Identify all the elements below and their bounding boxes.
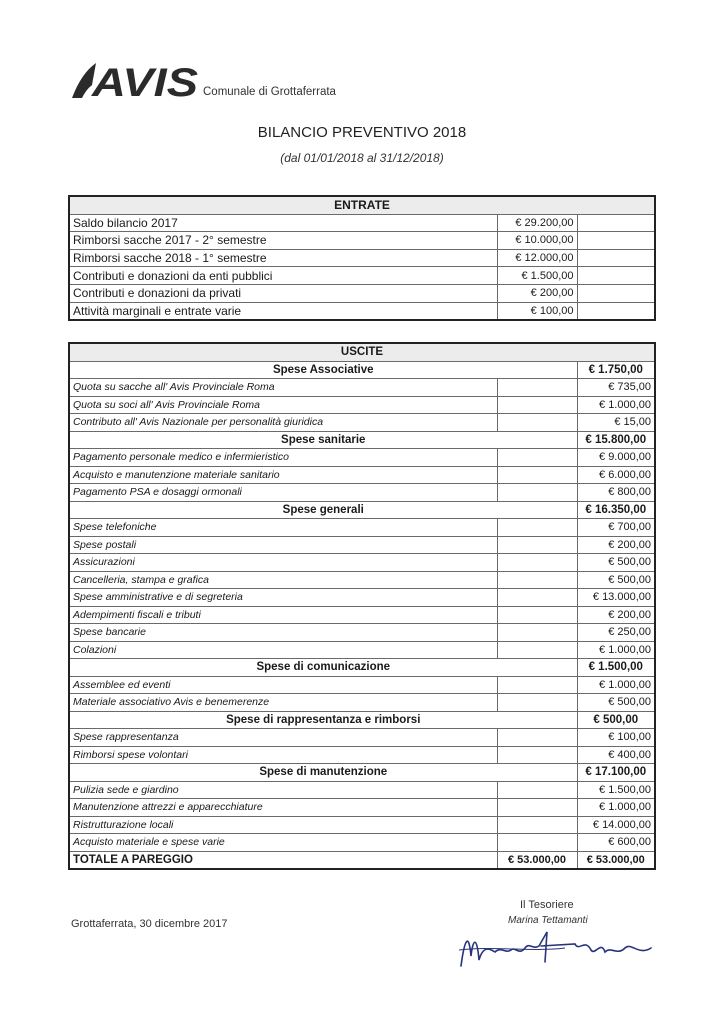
uscite-section-row — [69, 431, 655, 449]
total-label: TOTALE A PAREGGIO — [69, 851, 497, 869]
uscite-empty-cell — [497, 379, 577, 397]
uscite-section-row — [69, 659, 655, 677]
uscite-item-label: Adempimenti fiscali e tributi — [69, 606, 497, 624]
uscite-empty-cell — [497, 694, 577, 712]
uscite-empty-cell — [497, 781, 577, 799]
section-total: € 1.500,00 — [577, 659, 655, 677]
uscite-empty-cell — [497, 414, 577, 432]
uscite-item-label: Spese postali — [69, 536, 497, 554]
uscite-item-row — [69, 466, 655, 484]
entrate-amount: € 10.000,00 — [497, 232, 577, 250]
uscite-item-row — [69, 449, 655, 467]
entrate-label: Rimborsi sacche 2017 - 2° semestre — [69, 232, 497, 250]
uscite-empty-cell — [497, 519, 577, 537]
entrate-row — [69, 232, 655, 250]
uscite-empty-cell — [497, 466, 577, 484]
uscite-item-amount: € 500,00 — [577, 571, 655, 589]
uscite-empty-cell — [497, 676, 577, 694]
uscite-header-row — [69, 343, 655, 361]
uscite-empty-cell — [497, 449, 577, 467]
uscite-item-row — [69, 746, 655, 764]
uscite-empty-cell — [497, 729, 577, 747]
uscite-empty-cell — [497, 816, 577, 834]
org-name: Comunale di Grottaferrata — [203, 86, 336, 98]
uscite-empty-cell — [497, 606, 577, 624]
entrate-label: Contributi e donazioni da enti pubblici — [69, 267, 497, 285]
uscite-item-label: Manutenzione attrezzi e apparecchiature — [69, 799, 497, 817]
uscite-item-amount: € 800,00 — [577, 484, 655, 502]
entrate-empty-cell — [577, 214, 655, 232]
entrate-row — [69, 302, 655, 320]
uscite-item-amount: € 200,00 — [577, 606, 655, 624]
uscite-item-row — [69, 676, 655, 694]
section-title: Spese di comunicazione — [69, 659, 577, 677]
uscite-item-amount: € 1.500,00 — [577, 781, 655, 799]
uscite-item-row — [69, 834, 655, 852]
uscite-item-label: Acquisto e manutenzione materiale sanitario — [69, 466, 497, 484]
uscite-item-amount: € 200,00 — [577, 536, 655, 554]
uscite-item-amount: € 600,00 — [577, 834, 655, 852]
uscite-empty-cell — [497, 396, 577, 414]
uscite-empty-cell — [497, 746, 577, 764]
uscite-item-label: Pagamento personale medico e infermieristico — [69, 449, 497, 467]
entrate-empty-cell — [577, 249, 655, 267]
uscite-item-row — [69, 729, 655, 747]
place-date: Grottaferrata, 30 dicembre 2017 — [71, 918, 228, 930]
uscite-item-label: Pagamento PSA e dosaggi ormonali — [69, 484, 497, 502]
uscite-item-label: Assicurazioni — [69, 554, 497, 572]
entrate-amount: € 29.200,00 — [497, 214, 577, 232]
section-title: Spese Associative — [69, 361, 577, 379]
section-title: Spese sanitarie — [69, 431, 577, 449]
uscite-item-row — [69, 571, 655, 589]
section-total: € 17.100,00 — [577, 764, 655, 782]
uscite-item-label: Rimborsi spese volontari — [69, 746, 497, 764]
entrate-label: Rimborsi sacche 2018 - 1° semestre — [69, 249, 497, 267]
section-title: Spese di manutenzione — [69, 764, 577, 782]
entrate-row — [69, 284, 655, 302]
entrate-heading: ENTRATE — [69, 196, 655, 214]
entrate-empty-cell — [577, 284, 655, 302]
handwritten-signature — [455, 926, 655, 972]
uscite-item-row — [69, 694, 655, 712]
uscite-section-row — [69, 764, 655, 782]
uscite-item-label: Contributo all' Avis Nazionale per personalità giuridica — [69, 414, 497, 432]
entrate-row — [69, 267, 655, 285]
uscite-table — [68, 342, 656, 870]
uscite-item-amount: € 735,00 — [577, 379, 655, 397]
uscite-empty-cell — [497, 554, 577, 572]
total-row — [69, 851, 655, 869]
uscite-item-amount: € 100,00 — [577, 729, 655, 747]
section-total: € 16.350,00 — [577, 501, 655, 519]
entrate-row — [69, 214, 655, 232]
signatory-role: Il Tesoriere — [520, 899, 574, 911]
entrate-empty-cell — [577, 232, 655, 250]
section-title: Spese generali — [69, 501, 577, 519]
uscite-item-amount: € 400,00 — [577, 746, 655, 764]
uscite-item-label: Spese rappresentanza — [69, 729, 497, 747]
uscite-empty-cell — [497, 484, 577, 502]
total-entrate: € 53.000,00 — [497, 851, 577, 869]
uscite-item-row — [69, 379, 655, 397]
uscite-item-row — [69, 396, 655, 414]
uscite-item-amount: € 1.000,00 — [577, 641, 655, 659]
entrate-empty-cell — [577, 302, 655, 320]
uscite-item-label: Quota su soci all' Avis Provinciale Roma — [69, 396, 497, 414]
uscite-item-row — [69, 536, 655, 554]
uscite-item-label: Pulizia sede e giardino — [69, 781, 497, 799]
uscite-item-row — [69, 554, 655, 572]
uscite-item-row — [69, 624, 655, 642]
uscite-item-amount: € 500,00 — [577, 694, 655, 712]
uscite-item-label: Cancelleria, stampa e grafica — [69, 571, 497, 589]
uscite-item-amount: € 700,00 — [577, 519, 655, 537]
uscite-empty-cell — [497, 799, 577, 817]
uscite-empty-cell — [497, 641, 577, 659]
section-total: € 500,00 — [577, 711, 655, 729]
uscite-empty-cell — [497, 589, 577, 607]
uscite-item-amount: € 9.000,00 — [577, 449, 655, 467]
entrate-label: Contributi e donazioni da privati — [69, 284, 497, 302]
uscite-item-amount: € 250,00 — [577, 624, 655, 642]
entrate-amount: € 1.500,00 — [497, 267, 577, 285]
avis-logo — [70, 60, 200, 100]
uscite-item-amount: € 500,00 — [577, 554, 655, 572]
uscite-item-row — [69, 414, 655, 432]
uscite-section-row — [69, 501, 655, 519]
entrate-amount: € 100,00 — [497, 302, 577, 320]
uscite-empty-cell — [497, 834, 577, 852]
uscite-item-label: Quota su sacche all' Avis Provinciale Roma — [69, 379, 497, 397]
uscite-item-row — [69, 781, 655, 799]
uscite-item-row — [69, 606, 655, 624]
uscite-item-label: Colazioni — [69, 641, 497, 659]
uscite-item-row — [69, 589, 655, 607]
entrate-header-row — [69, 196, 655, 214]
uscite-item-amount: € 14.000,00 — [577, 816, 655, 834]
section-total: € 1.750,00 — [577, 361, 655, 379]
uscite-item-amount: € 6.000,00 — [577, 466, 655, 484]
entrate-amount: € 12.000,00 — [497, 249, 577, 267]
uscite-item-row — [69, 799, 655, 817]
uscite-item-amount: € 1.000,00 — [577, 676, 655, 694]
uscite-item-label: Acquisto materiale e spese varie — [69, 834, 497, 852]
uscite-item-label: Materiale associativo Avis e benemerenze — [69, 694, 497, 712]
uscite-item-amount: € 1.000,00 — [577, 799, 655, 817]
uscite-empty-cell — [497, 536, 577, 554]
entrate-amount: € 200,00 — [497, 284, 577, 302]
uscite-section-row — [69, 711, 655, 729]
entrate-label: Saldo bilancio 2017 — [69, 214, 497, 232]
uscite-item-amount: € 15,00 — [577, 414, 655, 432]
entrate-row — [69, 249, 655, 267]
uscite-item-label: Assemblee ed eventi — [69, 676, 497, 694]
uscite-item-label: Spese telefoniche — [69, 519, 497, 537]
uscite-empty-cell — [497, 571, 577, 589]
uscite-item-row — [69, 816, 655, 834]
uscite-item-label: Ristrutturazione locali — [69, 816, 497, 834]
entrate-empty-cell — [577, 267, 655, 285]
uscite-item-amount: € 1.000,00 — [577, 396, 655, 414]
total-uscite: € 53.000,00 — [577, 851, 655, 869]
uscite-item-row — [69, 641, 655, 659]
entrate-table — [68, 195, 656, 321]
document-title: BILANCIO PREVENTIVO 2018 — [257, 124, 467, 141]
section-title: Spese di rappresentanza e rimborsi — [69, 711, 577, 729]
uscite-item-row — [69, 484, 655, 502]
signatory-name: Marina Tettamanti — [508, 915, 588, 926]
entrate-label: Attività marginali e entrate varie — [69, 302, 497, 320]
uscite-empty-cell — [497, 624, 577, 642]
uscite-item-label: Spese amministrative e di segreteria — [69, 589, 497, 607]
document-period: (dal 01/01/2018 al 31/12/2018) — [280, 151, 444, 165]
uscite-heading: USCITE — [69, 343, 655, 361]
logo-wordmark: AVIS — [90, 61, 199, 100]
uscite-section-row — [69, 361, 655, 379]
uscite-item-row — [69, 519, 655, 537]
uscite-item-label: Spese bancarie — [69, 624, 497, 642]
uscite-item-amount: € 13.000,00 — [577, 589, 655, 607]
section-total: € 15.800,00 — [577, 431, 655, 449]
